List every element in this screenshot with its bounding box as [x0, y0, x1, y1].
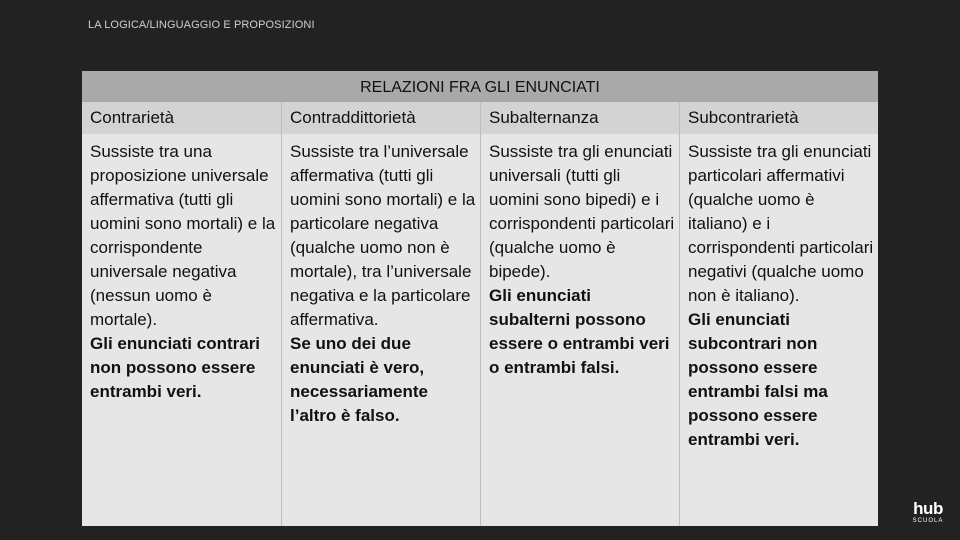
column-header: Contraddittorietà	[282, 102, 480, 134]
column-subalternanza	[480, 102, 679, 526]
column-body	[282, 134, 480, 526]
column-header: Subcontrarietà	[680, 102, 878, 134]
relations-table	[82, 71, 878, 526]
column-body	[481, 134, 679, 526]
hub-scuola-logo	[910, 500, 946, 526]
column-contrarieta	[82, 102, 281, 526]
logo-mark: hub	[913, 499, 943, 518]
column-contraddittorieta	[281, 102, 480, 526]
description-text: Sussiste tra l’universale affermativa (tutti gli uomini sono mortali) e la particolare negativa (qualche uomo non è mortale), tra l’universale negativa e la particolare affermativa.	[290, 142, 476, 329]
rule-text: Gli enunciati subalterni possono essere o entrambi veri o entrambi falsi.	[489, 286, 670, 377]
rule-text: Gli enunciati subcontrari non possono essere entrambi falsi ma possono essere entrambi veri.	[688, 310, 828, 449]
column-header: Contrarietà	[82, 102, 281, 134]
column-subcontrarieta	[679, 102, 878, 526]
description-text: Sussiste tra gli enunciati universali (tutti gli uomini sono bipedi) e i corrispondenti particolari (qualche uomo è bipede).	[489, 142, 675, 281]
description-text: Sussiste tra gli enunciati particolari affermativi (qualche uomo è italiano) e i corrispondenti particolari negativi (qualche uomo non è italiano).	[688, 142, 874, 305]
column-body	[680, 134, 878, 526]
logo-subtitle: SCUOLA	[912, 518, 944, 524]
description-text: Sussiste tra una proposizione universale affermativa (tutti gli uomini sono mortali) e la corrispondente universale negativa (nessun uomo è mortale).	[90, 142, 276, 329]
table-caption: RELAZIONI FRA GLI ENUNCIATI	[82, 71, 878, 102]
rule-text: Gli enunciati contrari non possono essere entrambi veri.	[90, 334, 261, 401]
slide-title: LA LOGICA/LINGUAGGIO E PROPOSIZIONI	[88, 19, 315, 31]
rule-text: Se uno dei due enunciati è vero, necessariamente l’altro è falso.	[290, 334, 428, 425]
column-header: Subalternanza	[481, 102, 679, 134]
table-grid	[82, 102, 878, 526]
column-body	[82, 134, 281, 526]
